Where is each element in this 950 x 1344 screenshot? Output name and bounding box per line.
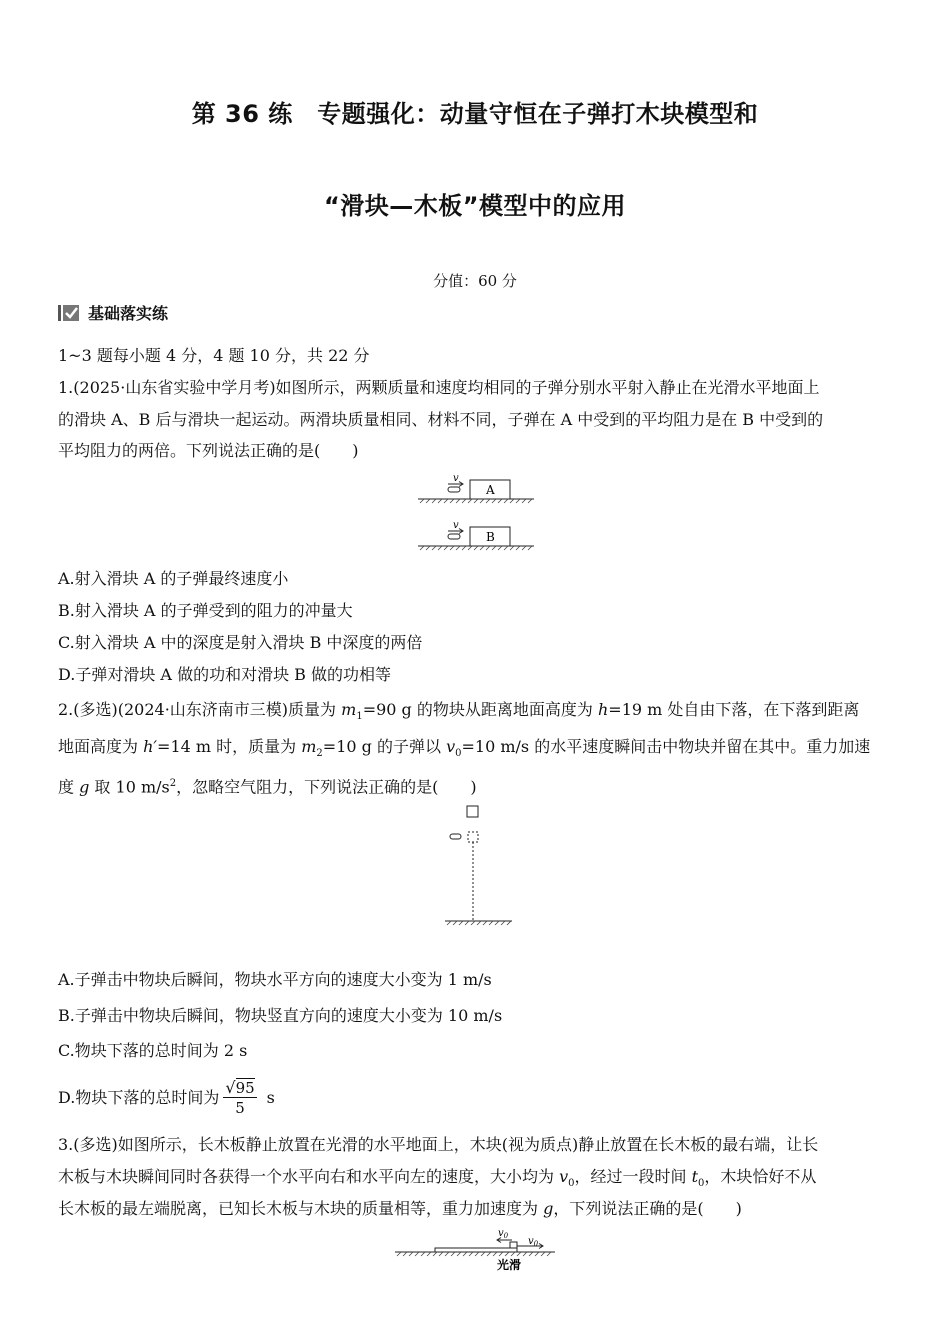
- q1-option-b: B.射入滑块 A 的子弹受到的阻力的冲量大: [58, 601, 353, 620]
- q3-stem-line: 长木板的最左端脱离，已知长木板与木块的质量相等，重力加速度为 g，下列说法正确的是( ): [58, 1199, 742, 1218]
- q1-stem-line: 的滑块 A、B 后与滑块一起运动。两滑块质量相同、材料不同，子弹在 A 中受到的平均阻力是在 B 中受到的: [58, 410, 824, 429]
- q1-velocity-label: v: [453, 473, 459, 484]
- q2-option-b: B.子弹击中物块后瞬间，物块竖直方向的速度大小变为 10 m/s: [58, 1006, 503, 1025]
- q2-stem-line: 2.(多选)(2024·山东济南市三模)质量为 $m_1=90$ g 的物块从距离地面高度为 h=19 m 处自由下落，在下落到距离: [58, 700, 860, 723]
- scoring-intro: 1~3 题每小题 4 分，4 题 10 分，共 22 分: [58, 346, 370, 365]
- bullet-icon: [448, 534, 460, 539]
- section-label: 基础落实练: [88, 304, 169, 323]
- fraction: √ 95 5: [225, 1078, 255, 1117]
- block-hit-position: [468, 832, 478, 842]
- q1-stem-line: 平均阻力的两倍。下列说法正确的是( ): [58, 441, 359, 460]
- q2-figure: [440, 803, 520, 931]
- bullet-icon: [450, 834, 461, 839]
- bullet-icon: [448, 487, 460, 492]
- q1-option-d: D.子弹对滑块 A 做的功和对滑块 B 做的功相等: [58, 665, 392, 684]
- block-initial: [467, 806, 478, 817]
- section-check-icon: [58, 304, 80, 322]
- q1-option-a: A.射入滑块 A 的子弹最终速度小: [58, 569, 289, 588]
- q1-velocity-label: v: [453, 520, 459, 531]
- block-a-label: A: [486, 483, 495, 497]
- q2-option-d: D.物块下落的总时间为 √ 95 5 s: [58, 1078, 275, 1117]
- long-board: [435, 1248, 517, 1252]
- q1-stem-line: 1.(2025·山东省实验中学月考)如图所示，两颗质量和速度均相同的子弹分别水平射入静止在光滑水平地面上: [58, 378, 820, 397]
- svg-text:v0: $v_0$: [498, 1228, 509, 1240]
- block-b-label: B: [486, 530, 495, 544]
- q3-stem-line: 3.(多选)如图所示，长木板静止放置在光滑的水平地面上，木块(视为质点)静止放置在长木板的最右端，让长: [58, 1135, 819, 1154]
- score-label: 分值：60 分: [433, 272, 517, 290]
- q3-figure: [390, 1224, 560, 1274]
- q2-stem-line: 地面高度为 h′=14 m 时，质量为 $m_2=10$ g 的子弹以 $v_0=10$ m/s 的水平速度瞬间击中物块并留在其中。重力加速: [58, 737, 871, 760]
- q1-option-c: C.射入滑块 A 中的深度是射入滑块 B 中深度的两倍: [58, 633, 423, 652]
- page-title: 第 36 练 专题强化：动量守恒在子弹打木块模型和: [191, 100, 759, 128]
- q2-stem-line: 度 g 取 10 $m/s^2$，忽略空气阻力，下列说法正确的是( ): [58, 777, 477, 797]
- small-block: [510, 1242, 517, 1248]
- q2-option-c: C.物块下落的总时间为 2 s: [58, 1041, 248, 1060]
- q2-option-a: A.子弹击中物块后瞬间，物块水平方向的速度大小变为 1 m/s: [58, 970, 492, 989]
- page-subtitle: “滑块—木板”模型中的应用: [323, 192, 627, 220]
- svg-text:v0: $v_0$: [528, 1236, 539, 1248]
- ground-label: 光滑: [497, 1258, 522, 1272]
- q1-figure: [410, 470, 540, 556]
- q3-stem-line: 木板与木块瞬间同时各获得一个水平向右和水平向左的速度，大小均为 $v_0$，经过一段时间 $t_0$，木块恰好不从: [58, 1167, 817, 1190]
- section-header: [58, 301, 168, 324]
